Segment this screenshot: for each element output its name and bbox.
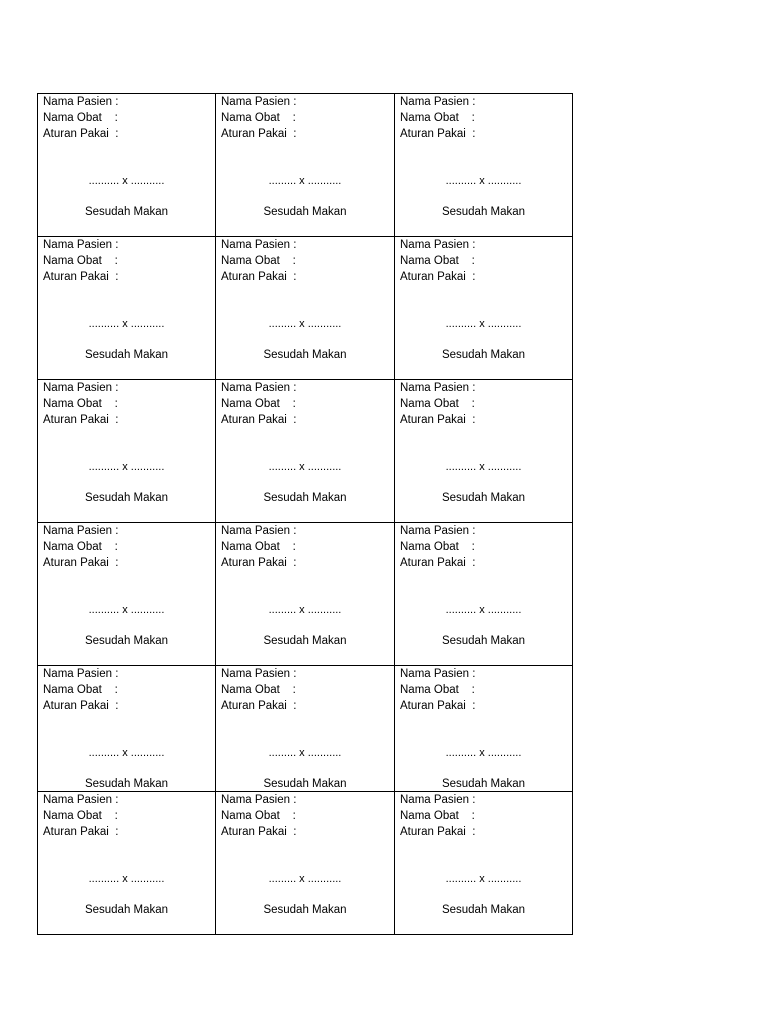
meal-instruction: Sesudah Makan	[84, 206, 169, 218]
meal-instruction: Sesudah Makan	[263, 635, 347, 647]
dosage-line: .......... x ...........	[88, 747, 165, 759]
meal-instruction: Sesudah Makan	[263, 492, 347, 504]
patient-name-field: Nama Pasien :	[221, 525, 297, 537]
medicine-name-field: Nama Obat :	[400, 541, 475, 553]
medicine-name-field: Nama Obat :	[400, 810, 475, 822]
medicine-name-field: Nama Obat :	[221, 255, 296, 267]
meal-instruction: Sesudah Makan	[84, 904, 169, 916]
patient-name-field: Nama Pasien :	[221, 794, 297, 806]
patient-name-field: Nama Pasien :	[221, 239, 297, 251]
patient-name-field: Nama Pasien :	[400, 96, 476, 108]
usage-rules-field: Aturan Pakai :	[221, 557, 297, 569]
medicine-label	[38, 94, 216, 237]
medicine-label-sheet	[37, 93, 573, 935]
medicine-label	[38, 380, 216, 523]
patient-name-field: Nama Pasien :	[221, 668, 297, 680]
medicine-name-field: Nama Obat :	[400, 112, 475, 124]
usage-rules-field: Aturan Pakai :	[43, 700, 119, 712]
patient-name-field: Nama Pasien :	[43, 525, 119, 537]
usage-rules-field: Aturan Pakai :	[221, 128, 297, 140]
meal-instruction: Sesudah Makan	[441, 635, 526, 647]
usage-rules-field: Aturan Pakai :	[43, 414, 119, 426]
meal-instruction: Sesudah Makan	[263, 206, 347, 218]
usage-rules-field: Aturan Pakai :	[43, 128, 119, 140]
patient-name-field: Nama Pasien :	[400, 239, 476, 251]
medicine-label	[216, 237, 395, 380]
medicine-label	[38, 237, 216, 380]
meal-instruction: Sesudah Makan	[441, 349, 526, 361]
dosage-line: .......... x ...........	[445, 604, 522, 616]
usage-rules-field: Aturan Pakai :	[221, 700, 297, 712]
usage-rules-field: Aturan Pakai :	[43, 271, 119, 283]
usage-rules-field: Aturan Pakai :	[400, 414, 476, 426]
dosage-line: .......... x ...........	[445, 318, 522, 330]
dosage-line: ......... x ...........	[268, 175, 342, 187]
dosage-line: ......... x ...........	[268, 604, 342, 616]
medicine-name-field: Nama Obat :	[221, 810, 296, 822]
medicine-label	[395, 666, 573, 792]
medicine-label	[216, 666, 395, 792]
patient-name-field: Nama Pasien :	[400, 668, 476, 680]
meal-instruction: Sesudah Makan	[263, 904, 347, 916]
medicine-name-field: Nama Obat :	[221, 541, 296, 553]
medicine-label	[395, 792, 573, 935]
label-row	[38, 792, 573, 935]
medicine-label	[395, 523, 573, 666]
label-row	[38, 94, 573, 237]
patient-name-field: Nama Pasien :	[43, 96, 119, 108]
usage-rules-field: Aturan Pakai :	[400, 128, 476, 140]
meal-instruction: Sesudah Makan	[263, 349, 347, 361]
meal-instruction: Sesudah Makan	[84, 635, 169, 647]
medicine-label	[38, 523, 216, 666]
meal-instruction: Sesudah Makan	[441, 492, 526, 504]
usage-rules-field: Aturan Pakai :	[400, 700, 476, 712]
medicine-name-field: Nama Obat :	[43, 810, 118, 822]
patient-name-field: Nama Pasien :	[400, 794, 476, 806]
medicine-name-field: Nama Obat :	[43, 255, 118, 267]
medicine-label	[216, 380, 395, 523]
label-row	[38, 523, 573, 666]
meal-instruction: Sesudah Makan	[441, 778, 526, 790]
dosage-line: .......... x ...........	[88, 873, 165, 885]
dosage-line: .......... x ...........	[88, 461, 165, 473]
dosage-line: .......... x ...........	[445, 175, 522, 187]
patient-name-field: Nama Pasien :	[221, 382, 297, 394]
patient-name-field: Nama Pasien :	[400, 525, 476, 537]
meal-instruction: Sesudah Makan	[84, 349, 169, 361]
medicine-label	[38, 666, 216, 792]
dosage-line: .......... x ...........	[445, 747, 522, 759]
medicine-label	[395, 94, 573, 237]
medicine-name-field: Nama Obat :	[43, 398, 118, 410]
medicine-name-field: Nama Obat :	[400, 255, 475, 267]
dosage-line: .......... x ...........	[88, 604, 165, 616]
label-row	[38, 237, 573, 380]
dosage-line: ......... x ...........	[268, 747, 342, 759]
patient-name-field: Nama Pasien :	[43, 382, 119, 394]
medicine-name-field: Nama Obat :	[400, 398, 475, 410]
meal-instruction: Sesudah Makan	[441, 904, 526, 916]
medicine-name-field: Nama Obat :	[221, 684, 296, 696]
meal-instruction: Sesudah Makan	[263, 778, 347, 790]
medicine-name-field: Nama Obat :	[43, 684, 118, 696]
medicine-name-field: Nama Obat :	[221, 112, 296, 124]
dosage-line: .......... x ...........	[88, 175, 165, 187]
patient-name-field: Nama Pasien :	[43, 239, 119, 251]
usage-rules-field: Aturan Pakai :	[221, 414, 297, 426]
usage-rules-field: Aturan Pakai :	[400, 271, 476, 283]
usage-rules-field: Aturan Pakai :	[400, 826, 476, 838]
medicine-name-field: Nama Obat :	[43, 112, 118, 124]
label-row	[38, 666, 573, 792]
medicine-name-field: Nama Obat :	[221, 398, 296, 410]
medicine-label	[216, 523, 395, 666]
patient-name-field: Nama Pasien :	[43, 668, 119, 680]
patient-name-field: Nama Pasien :	[43, 794, 119, 806]
patient-name-field: Nama Pasien :	[400, 382, 476, 394]
medicine-label	[395, 237, 573, 380]
dosage-line: .......... x ...........	[445, 873, 522, 885]
dosage-line: .......... x ...........	[445, 461, 522, 473]
usage-rules-field: Aturan Pakai :	[221, 271, 297, 283]
usage-rules-field: Aturan Pakai :	[43, 557, 119, 569]
label-grid	[38, 94, 573, 935]
medicine-name-field: Nama Obat :	[400, 684, 475, 696]
meal-instruction: Sesudah Makan	[84, 492, 169, 504]
medicine-label	[38, 792, 216, 935]
dosage-line: ......... x ...........	[268, 873, 342, 885]
medicine-label	[216, 94, 395, 237]
dosage-line: ......... x ...........	[268, 461, 342, 473]
label-row	[38, 380, 573, 523]
medicine-name-field: Nama Obat :	[43, 541, 118, 553]
usage-rules-field: Aturan Pakai :	[221, 826, 297, 838]
usage-rules-field: Aturan Pakai :	[400, 557, 476, 569]
dosage-line: ......... x ...........	[268, 318, 342, 330]
meal-instruction: Sesudah Makan	[441, 206, 526, 218]
dosage-line: .......... x ...........	[88, 318, 165, 330]
medicine-label	[395, 380, 573, 523]
patient-name-field: Nama Pasien :	[221, 96, 297, 108]
meal-instruction: Sesudah Makan	[84, 778, 169, 790]
usage-rules-field: Aturan Pakai :	[43, 826, 119, 838]
medicine-label	[216, 792, 395, 935]
